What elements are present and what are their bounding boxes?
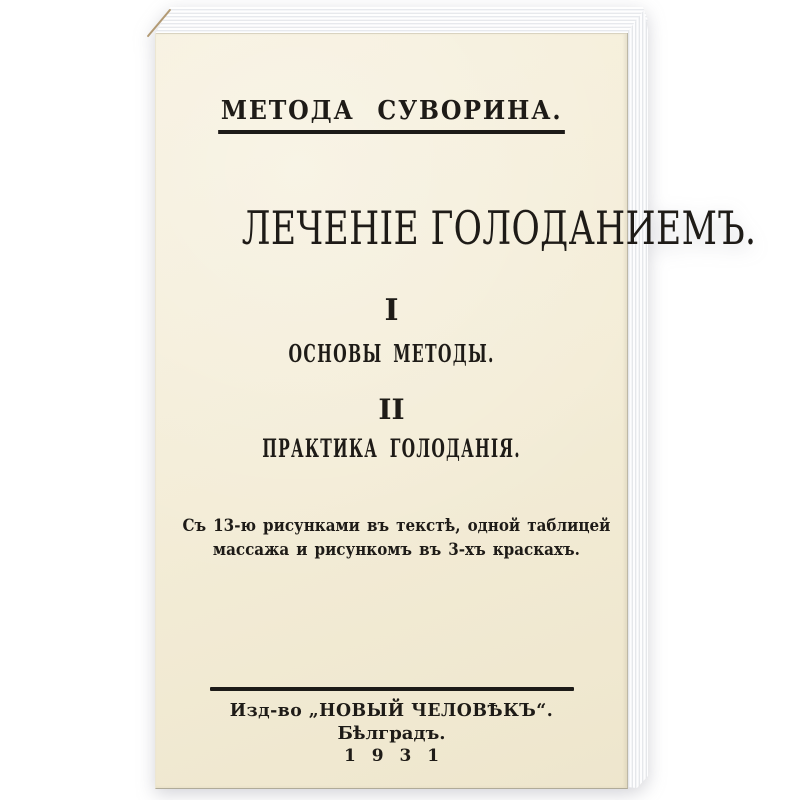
divider-rule (210, 687, 574, 691)
illustrations-note-line1: Съ 13-ю рисунками въ текстѣ, одной таблицей (182, 516, 611, 536)
book-main-title-text: ЛЕЧЕНІЕ ГОЛОДАНИЕМЪ. (241, 201, 757, 255)
part2-title-text: ПРАКТИКА ГОЛОДАНІЯ. (262, 434, 521, 463)
part1-numeral: I (384, 293, 399, 328)
part2-title (156, 436, 627, 461)
illustrations-note (156, 515, 627, 563)
illustrations-note-line2: массажа и рисункомъ въ 3-хъ краскахъ. (212, 539, 580, 560)
book-pages-top-edge (152, 7, 648, 34)
imprint-block (156, 699, 627, 768)
publication-year: 1 9 3 1 (343, 746, 440, 766)
publisher-city: Бѣлградъ. (337, 723, 446, 744)
book-main-title (156, 201, 757, 255)
publisher-name: Изд-во „НОВЫЙ ЧЕЛОВѢКЪ“. (229, 700, 554, 721)
book-cover (155, 33, 757, 789)
series-title (156, 98, 627, 134)
part1-title (156, 339, 627, 368)
book-pages-right-edge (626, 10, 648, 788)
part1-title-text: ОСНОВЫ МЕТОДЫ. (288, 339, 495, 368)
series-title-text: МЕТОДА СУВОРИНА. (218, 98, 565, 134)
illustrations-note-text (182, 515, 610, 563)
part2-numeral: II (378, 393, 405, 426)
